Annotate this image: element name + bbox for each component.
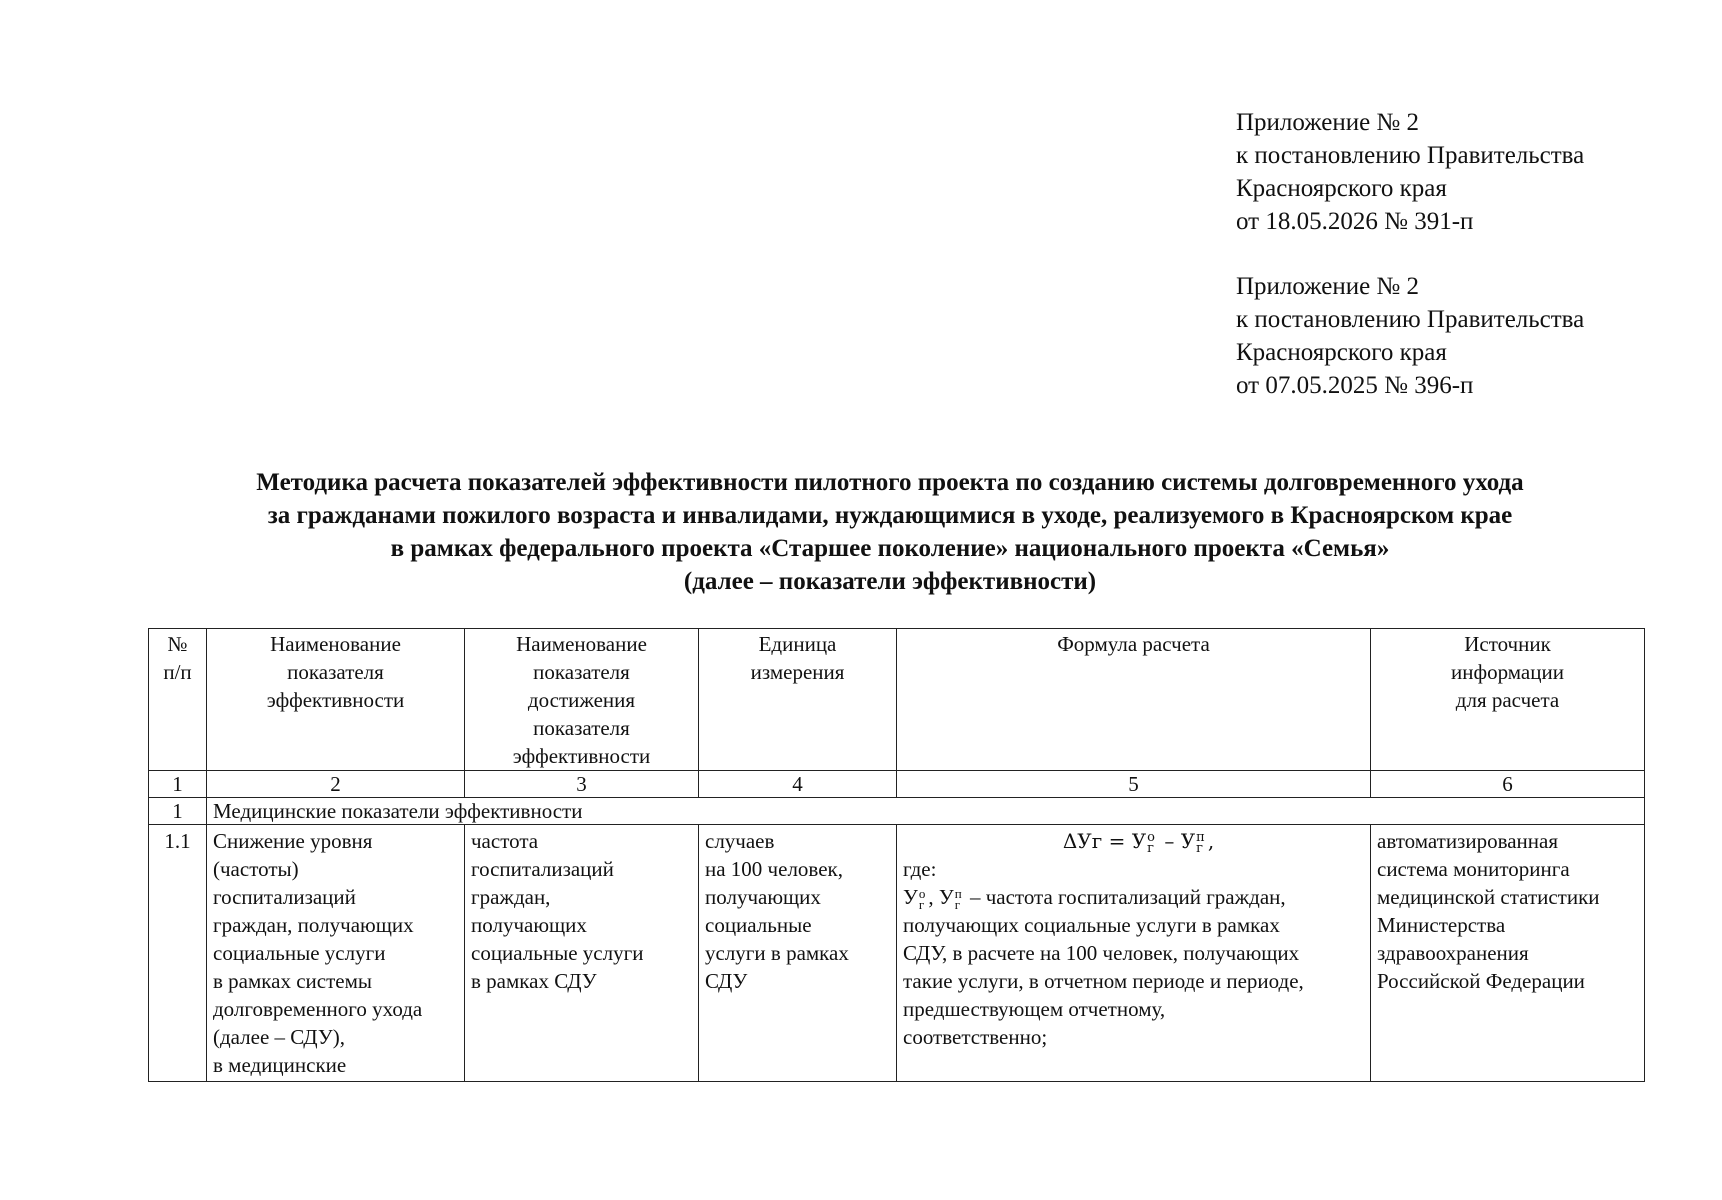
appendix-label: Приложение № 2 xyxy=(1236,109,1420,136)
title-line: Методика расчета показателей эффективности пилотного проекта по созданию системы долговременного ухода xyxy=(256,469,1524,496)
column-number-row xyxy=(149,771,1645,798)
title-line: за гражданами пожилого возраста и инвалидами, нуждающимися в уходе, реализуемого в Красноярском крае xyxy=(267,502,1513,529)
column-number: 2 xyxy=(207,771,465,798)
appendix-decree-date: от 07.05.2025 № 396-п xyxy=(1236,372,1474,399)
table-row xyxy=(149,825,1645,1082)
row-number: 1.1 xyxy=(149,825,207,1082)
source-cell: автоматизированная система мониторинга медицинской статистики Министерства здравоохранения Российской Федерации xyxy=(1371,825,1645,1082)
table-header-row xyxy=(149,629,1645,771)
header-source: Источник информации для расчета xyxy=(1371,629,1645,771)
header-formula: Формула расчета xyxy=(897,629,1371,771)
section-number: 1 xyxy=(149,798,207,825)
column-number: 1 xyxy=(149,771,207,798)
column-number: 4 xyxy=(699,771,897,798)
title-line: (далее – показатели эффективности) xyxy=(683,568,1097,595)
appendix-decree-ref: к постановлению Правительства xyxy=(1236,142,1585,169)
title-line: в рамках федерального проекта «Старшее поколение» национального проекта «Семья» xyxy=(390,535,1390,562)
appendix-decree-date: от 18.05.2026 № 391-п xyxy=(1236,208,1474,235)
formula-where: где: xyxy=(903,857,937,881)
section-title: Медицинские показатели эффективности xyxy=(207,798,1645,825)
appendix-decree-ref: к постановлению Правительства xyxy=(1236,306,1585,333)
header-indicator-name: Наименование показателя эффективности xyxy=(207,629,465,771)
achievement-indicator-cell: частота госпитализаций граждан, получающих социальные услуги в рамках СДУ xyxy=(465,825,699,1082)
appendix-label: Приложение № 2 xyxy=(1236,273,1420,300)
section-row xyxy=(149,798,1645,825)
header-unit: Единица измерения xyxy=(699,629,897,771)
formula-definition: У о г , У п г – частота госпитализаций граждан, xyxy=(903,885,1286,913)
appendix-previous-reference xyxy=(1236,270,1584,402)
column-number: 6 xyxy=(1371,771,1645,798)
unit-cell: случаев на 100 человек, получающих социальные услуги в рамках СДУ xyxy=(699,825,897,1082)
indicator-name-cell: Снижение уровня (частоты) госпитализаций граждан, получающих социальные услуги в рамках системы долговременного ухода (далее – СДУ), в медицинские xyxy=(207,825,465,1082)
appendix-region: Красноярского края xyxy=(1236,339,1447,366)
document-title xyxy=(120,466,1660,598)
appendix-current-reference xyxy=(1236,106,1584,238)
indicators-table xyxy=(148,628,1645,1082)
header-number: № п/п xyxy=(149,629,207,771)
column-number: 5 xyxy=(897,771,1371,798)
column-number: 3 xyxy=(465,771,699,798)
appendix-region: Красноярского края xyxy=(1236,175,1447,202)
formula-cell: ΔУг = У о г – У п г , где: У о г , У п г – частота госпитализаций граждан, получающих социальные услуги в рамках СДУ, в расчете на 100 человек, получающих такие услуги, в отчетном периоде и периоде, предшествующем отчетному, соответственно; xyxy=(897,825,1371,1082)
formula-expression: ΔУг = У о г – У п г , xyxy=(1062,829,1215,856)
header-achievement-indicator: Наименование показателя достижения показателя эффективности xyxy=(465,629,699,771)
